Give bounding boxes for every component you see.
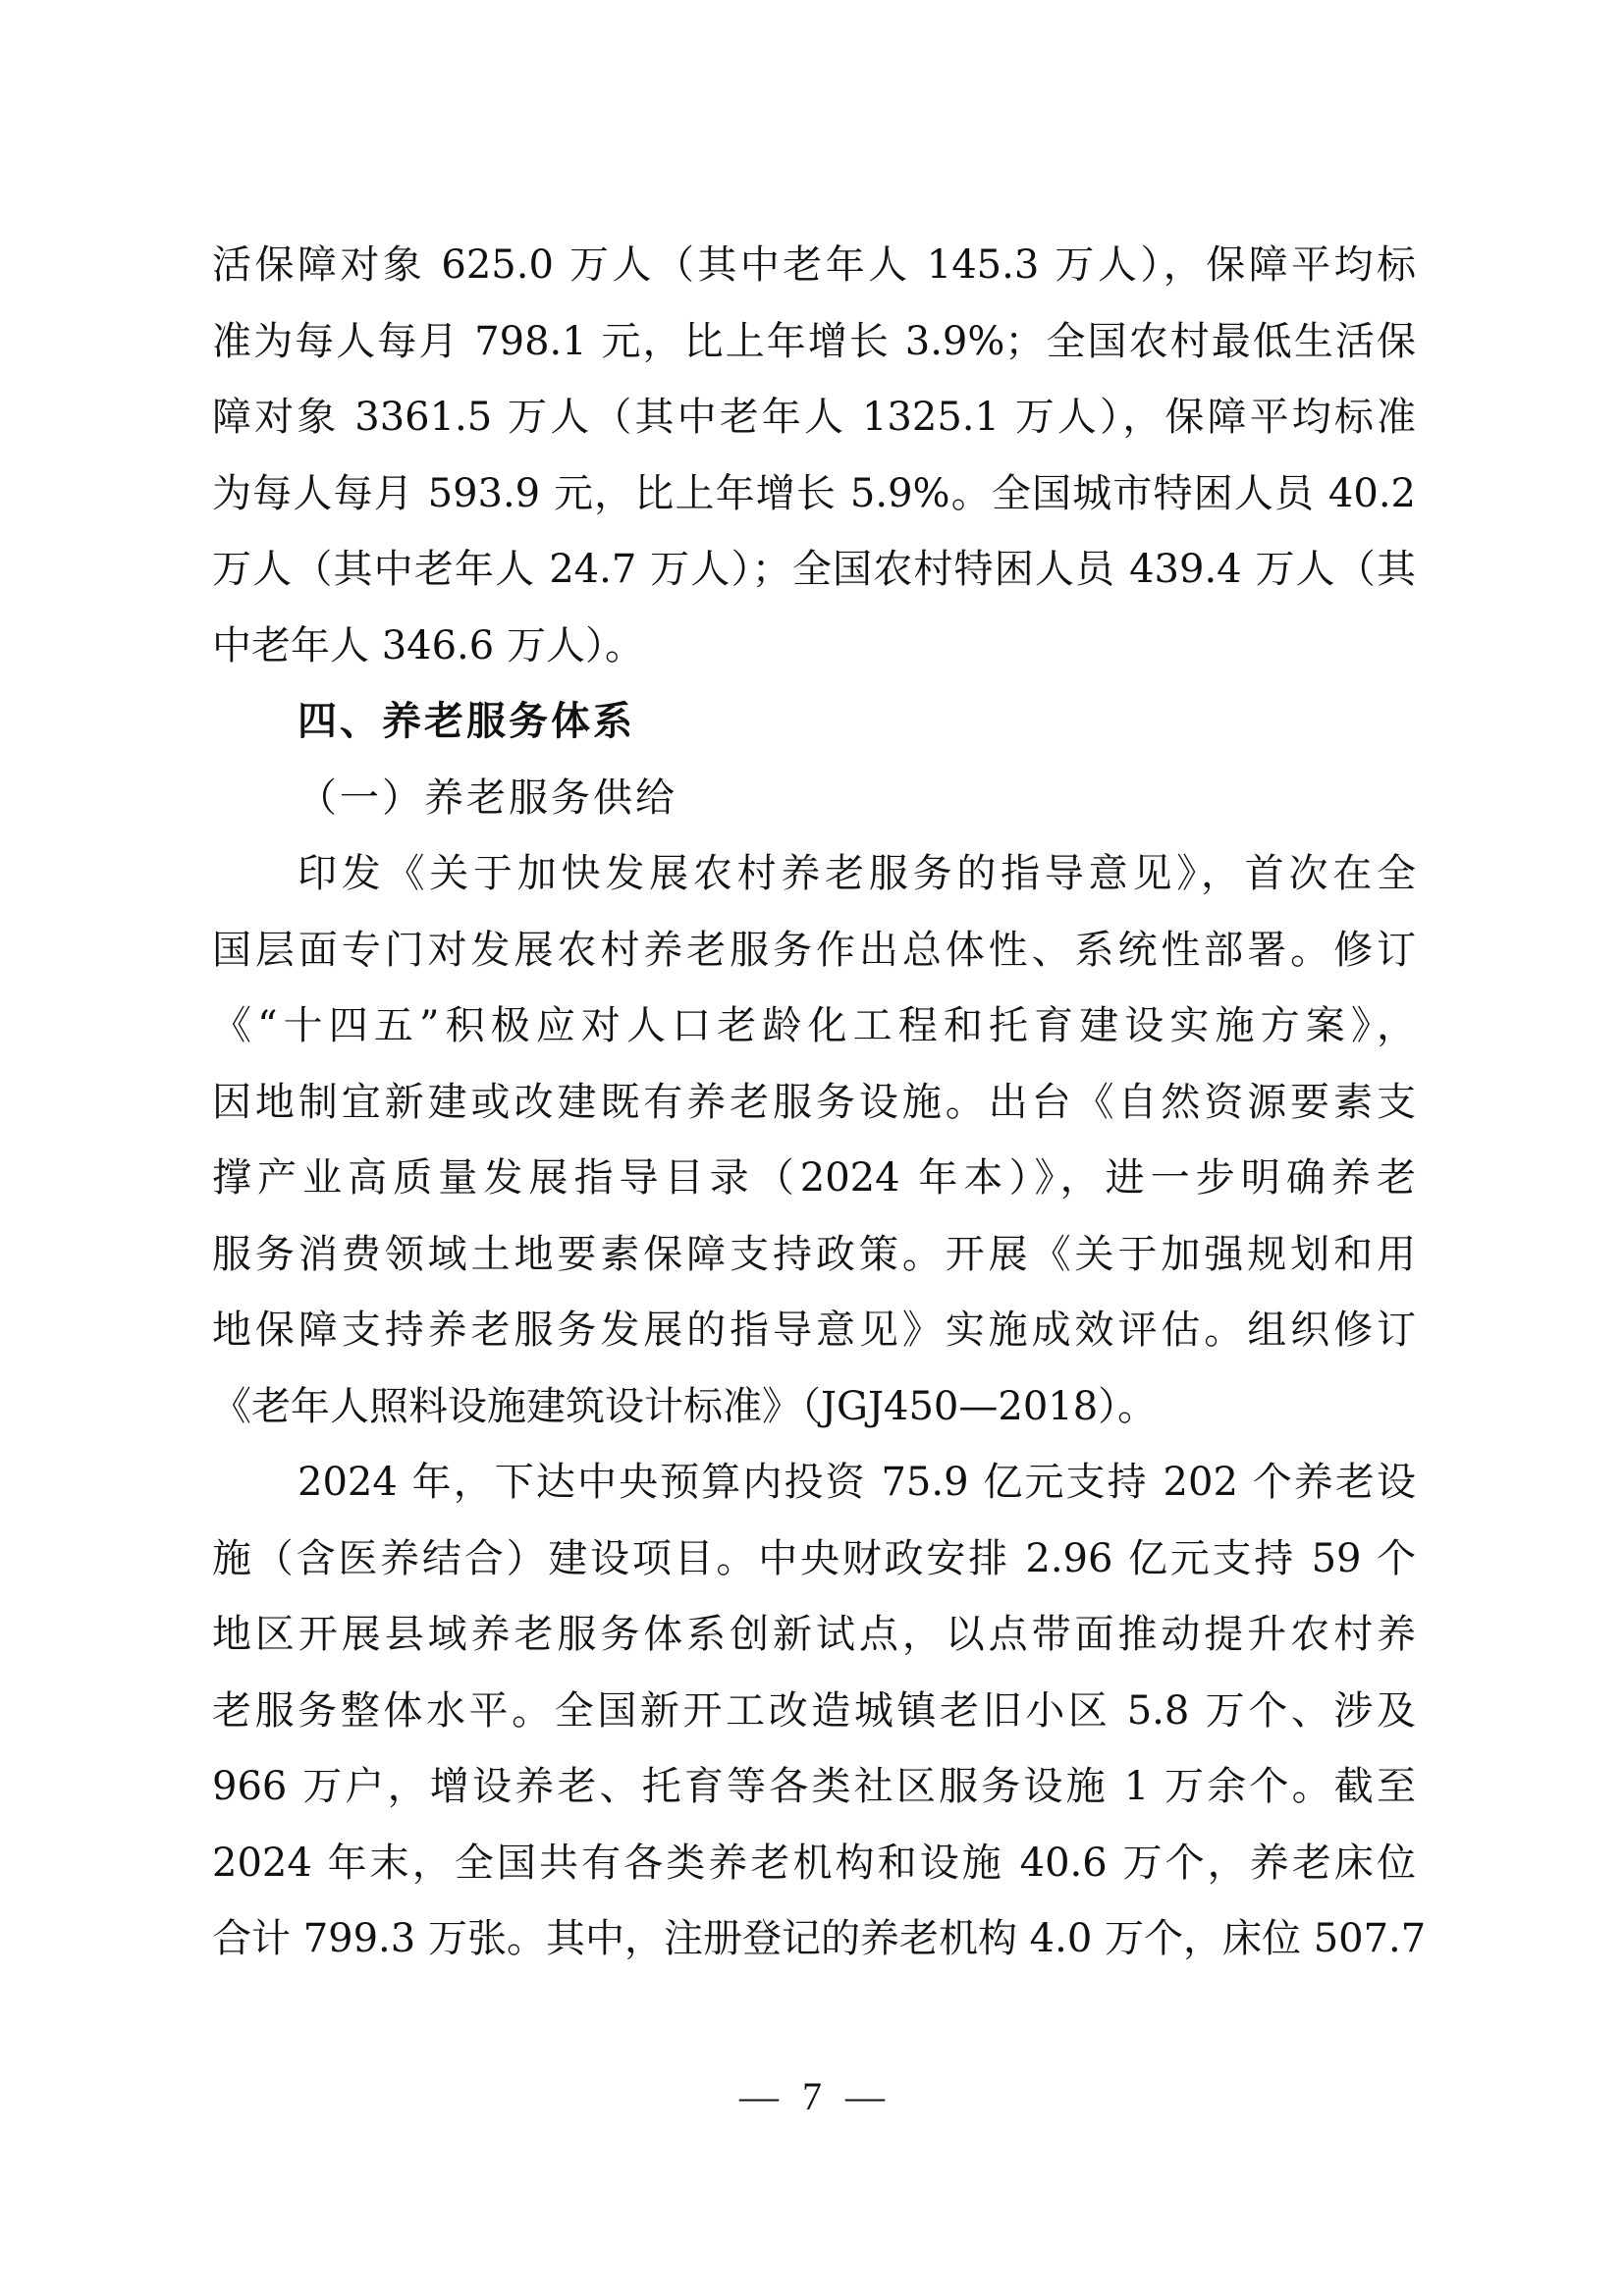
paragraph-line: 《“十四五”积极应对人口老龄化工程和托育建设实施方案》，	[212, 1003, 1416, 1048]
text-line: 活保障对象 625.0 万人（其中老年人 145.3 万人），保障平均标	[212, 242, 1416, 288]
text-line: 为每人每月 593.9 元，比上年增长 5.9%。全国城市特困人员 40.2	[212, 470, 1416, 516]
paragraph-line: 2024 年末，全国共有各类养老机构和设施 40.6 万个，养老床位	[212, 1840, 1416, 1886]
paragraph-line: 印发《关于加快发展农村养老服务的指导意见》，首次在全	[298, 851, 1416, 896]
paragraph-line: 服务消费领域土地要素保障支持政策。开展《关于加强规划和用	[212, 1231, 1416, 1277]
text-line: 准为每人每月 798.1 元，比上年增长 3.9%；全国农村最低生活保	[212, 318, 1416, 364]
text-line: 中老年人 346.6 万人）。	[212, 622, 644, 668]
document-page	[212, 239, 1427, 1989]
section-heading: 四、养老服务体系	[298, 699, 635, 744]
paragraph-line: 地保障支持养老服务发展的指导意见》实施成效评估。组织修订	[212, 1308, 1416, 1353]
text-line: 万人（其中老年人 24.7 万人）；全国农村特困人员 439.4 万人（其	[212, 547, 1416, 592]
paragraph-line: 老服务整体水平。全国新开工改造城镇老旧小区 5.8 万个、涉及	[212, 1687, 1416, 1734]
subsection-heading: （一）养老服务供给	[298, 774, 677, 821]
paragraph-line: 地区开展县域养老服务体系创新试点，以点带面推动提升农村养	[212, 1612, 1416, 1657]
paragraph-line: 因地制宜新建或改建既有养老服务设施。出台《自然资源要素支	[212, 1079, 1416, 1125]
paragraph-line: 966 万户，增设养老、托育等各类社区服务设施 1 万余个。截至	[212, 1764, 1416, 1809]
paragraph-line: 合计 799.3 万张。其中，注册登记的养老机构 4.0 万个，床位 507.7	[212, 1916, 1427, 1961]
paragraph-line: 施（含医养结合）建设项目。中央财政安排 2.96 亿元支持 59 个	[212, 1535, 1416, 1581]
text-line: 障对象 3361.5 万人（其中老年人 1325.1 万人），保障平均标准	[212, 395, 1416, 440]
paragraph-line: 2024 年，下达中央预算内投资 75.9 亿元支持 202 个养老设	[298, 1460, 1416, 1505]
page-number: — 7 —	[739, 2074, 885, 2118]
paragraph-line: 撑产业高质量发展指导目录（2024 年本）》，进一步明确养老	[212, 1155, 1416, 1201]
paragraph-line: 《老年人照料设施建筑设计标准》（JGJ450—2018）。	[212, 1383, 1158, 1429]
paragraph-line: 国层面专门对发展农村养老服务作出总体性、系统性部署。修订	[212, 927, 1416, 973]
